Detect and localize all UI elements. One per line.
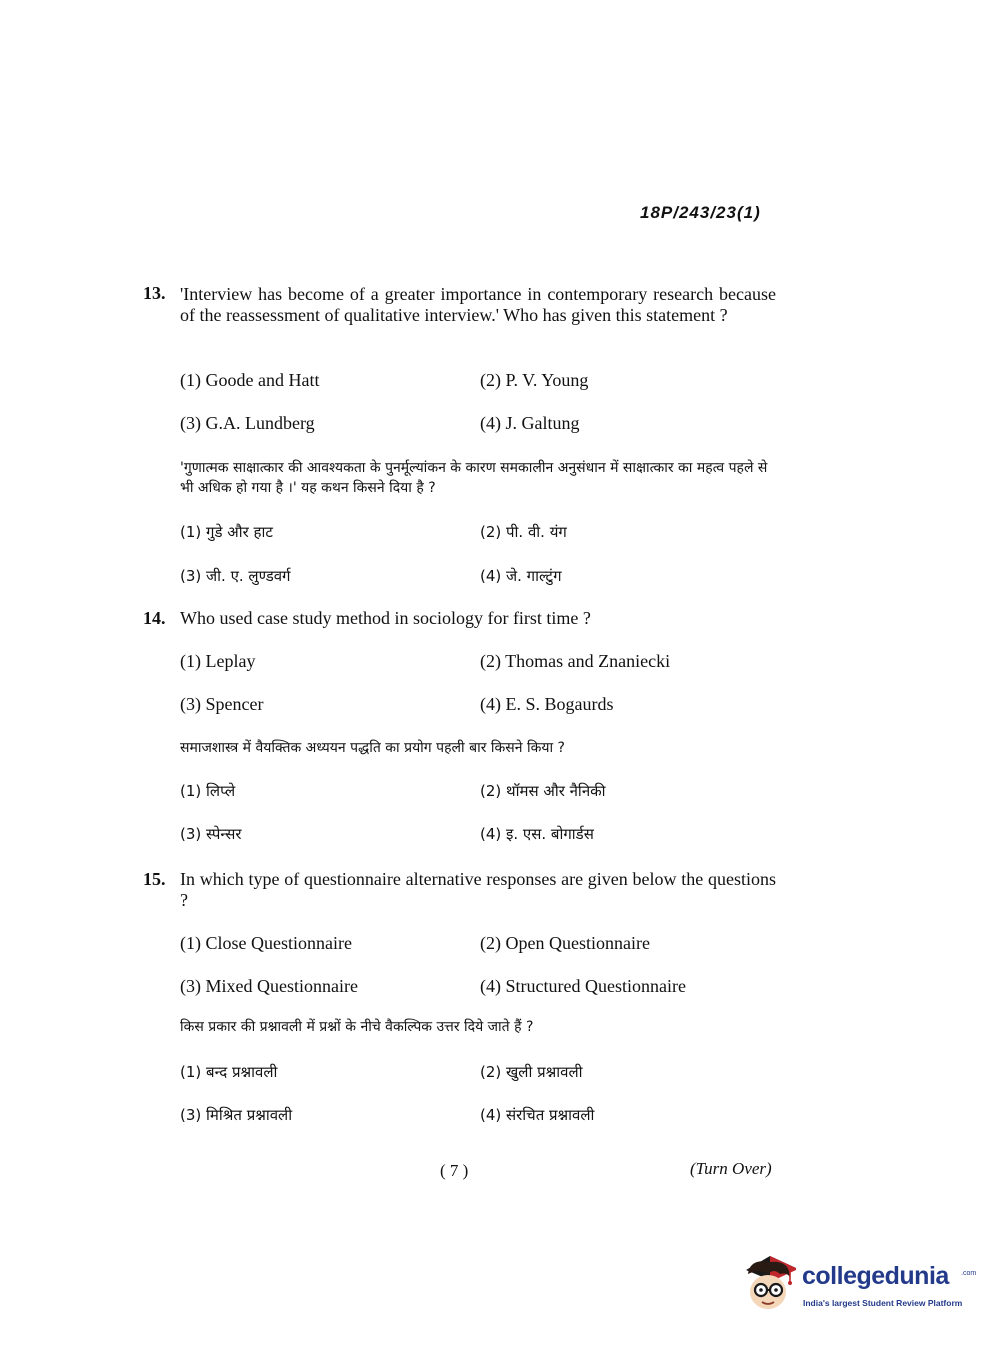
option-3-english: (3) Mixed Questionnaire xyxy=(180,976,358,996)
collegedunia-logo xyxy=(740,1248,977,1318)
option-1-hindi: (1) बन्द प्रश्नावली xyxy=(180,1063,278,1081)
question-number: 14. xyxy=(143,608,166,628)
option-2-english: (2) Thomas and Znaniecki xyxy=(480,651,671,671)
option-4-english: (4) J. Galtung xyxy=(480,413,580,433)
option-3-hindi: (3) जी. ए. लुण्डवर्ग xyxy=(180,567,291,585)
option-2-english: (2) Open Questionnaire xyxy=(480,933,650,953)
option-2-hindi: (2) खुली प्रश्नावली xyxy=(480,1063,583,1081)
question-text-hindi: 'गुणात्मक साक्षात्कार की आवश्यकता के पुनर्मूल्यांकन के कारण समकालीन अनुसंधान में साक्षात्कार का महत्व पहले से भी अधिक हो गया है ।' यह कथन किसने दिया है ? xyxy=(180,460,768,496)
option-4-hindi: (4) जे. गाल्टुंग xyxy=(480,567,562,585)
option-2-hindi: (2) पी. वी. यंग xyxy=(480,523,567,541)
graduate-mascot-icon xyxy=(740,1248,800,1316)
logo-wordmark: collegedunia xyxy=(802,1262,949,1290)
option-4-english: (4) Structured Questionnaire xyxy=(480,976,686,996)
option-3-hindi: (3) स्पेन्सर xyxy=(180,825,242,843)
logo-domain: .com xyxy=(961,1270,977,1277)
option-1-hindi: (1) गुडे और हाट xyxy=(180,523,273,541)
question-number: 13. xyxy=(143,283,166,303)
option-3-hindi: (3) मिश्रित प्रश्नावली xyxy=(180,1106,293,1124)
option-1-english: (1) Close Questionnaire xyxy=(180,933,352,953)
option-2-hindi: (2) थॉमस और नैनिकी xyxy=(480,782,606,800)
option-3-english: (3) Spencer xyxy=(180,694,264,714)
option-1-english: (1) Goode and Hatt xyxy=(180,370,320,390)
option-2-english: (2) P. V. Young xyxy=(480,370,589,390)
question-number: 15. xyxy=(143,869,166,889)
turn-over-note: (Turn Over) xyxy=(690,1159,772,1178)
question-text-english: Who used case study method in sociology for first time ? xyxy=(180,608,591,628)
question-text-hindi: समाजशास्त्र में वैयक्तिक अध्ययन पद्धति का प्रयोग पहली बार किसने किया ? xyxy=(180,740,565,756)
question-text-english: 'Interview has become of a greater importance in contemporary research because of the reassessment of qualitative interview.' Who has given this statement ? xyxy=(180,284,776,325)
page-number: ( 7 ) xyxy=(440,1161,469,1180)
option-3-english: (3) G.A. Lundberg xyxy=(180,413,315,433)
option-1-hindi: (1) लिप्ले xyxy=(180,782,236,800)
option-4-english: (4) E. S. Bogaurds xyxy=(480,694,614,714)
logo-tagline: India's largest Student Review Platform xyxy=(803,1298,963,1308)
paper-code: 18P/243/23(1) xyxy=(640,203,761,222)
option-4-hindi: (4) इ. एस. बोगार्डस xyxy=(480,825,594,843)
option-4-hindi: (4) संरचित प्रश्नावली xyxy=(480,1106,595,1124)
question-text-english: In which type of questionnaire alternative responses are given below the questions ? xyxy=(180,869,776,910)
option-1-english: (1) Leplay xyxy=(180,651,256,671)
question-text-hindi: किस प्रकार की प्रश्नावली में प्रश्नों के नीचे वैकल्पिक उत्तर दिये जाते हैं ? xyxy=(180,1019,534,1035)
